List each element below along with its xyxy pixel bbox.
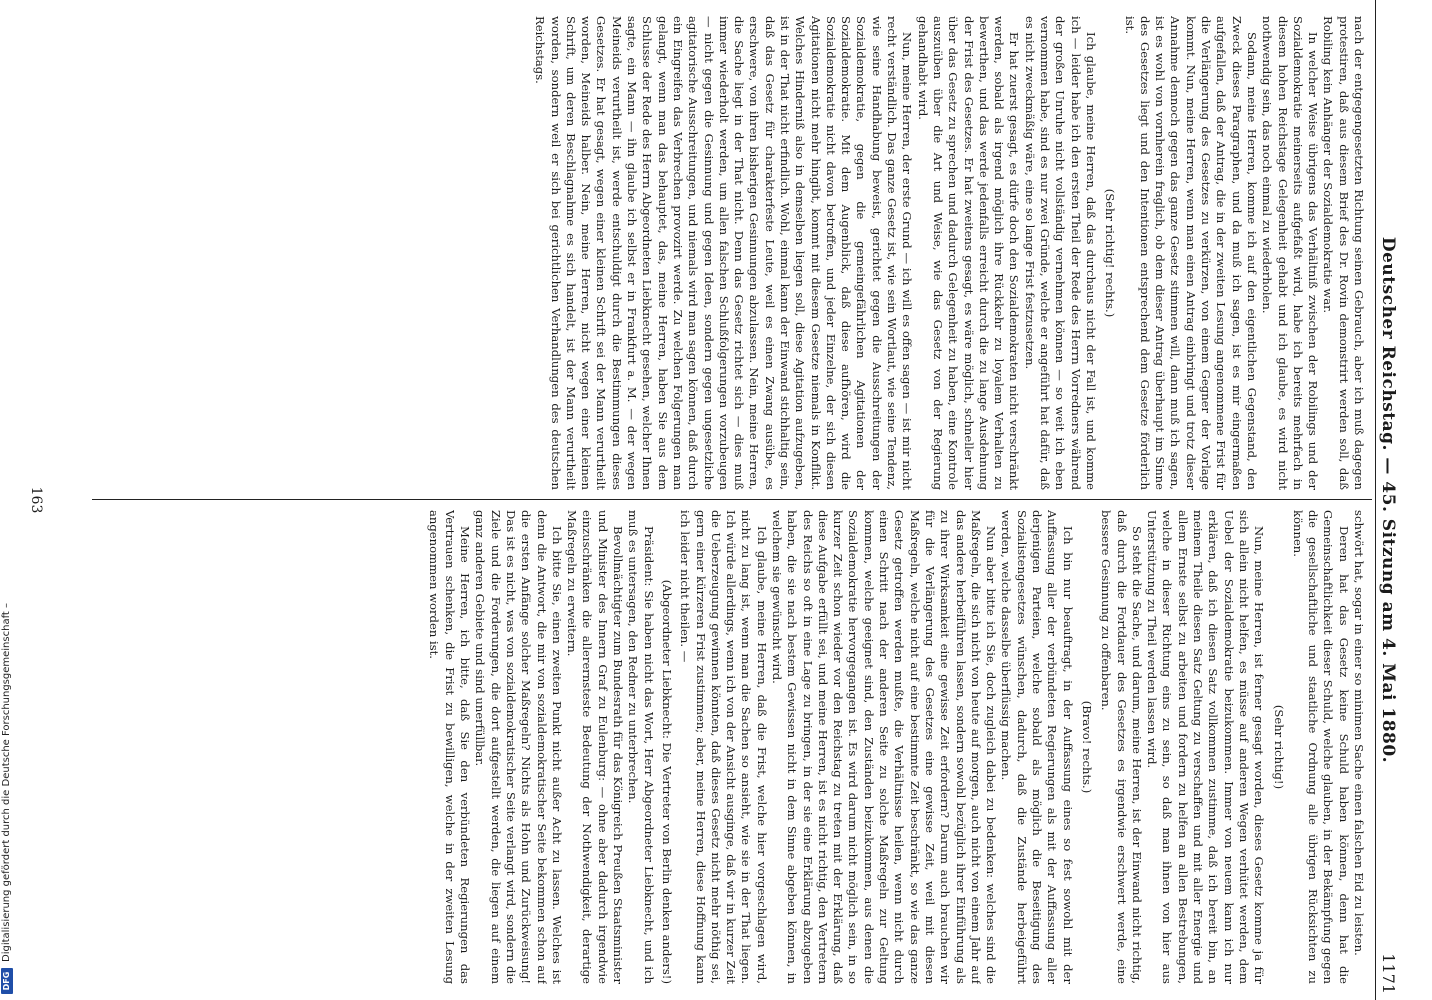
paragraph: schwört hat, sogar in einer so minimen Sache einen falschen Eid zu leisten.	[1352, 510, 1366, 956]
audience-reaction: (Sehr richtig! rechts.)	[1103, 188, 1118, 318]
audience-reaction: (Bravo! rechts.)	[1079, 700, 1094, 794]
paragraph: Meine Herren, ich bitte, daß Sie den verbündeten Regierungen das Vertrauen schenken, die Frist zu bewilligen, welche in der zweiten Lesung angenommen worden ist.	[427, 510, 473, 984]
footer-page-number: 163	[28, 486, 44, 514]
dfg-logo-text: DFG	[2, 971, 11, 991]
speaker-paragraph: Präsident: Sie haben nicht das Wort, Herr Abgeordneter Liebknecht, und ich muß es untersagen, den Redner zu unterbrechen.	[626, 510, 656, 984]
paragraph: Ich bin nur beauftragt, in der Auffassung eines so fest sowohl mit der Auffassung aller der verbündeten Regierungen als mit der Auffassung aller derjenigen Parteien, welche sobald als möglich die Beseitigung des Sozialistengesetzes wünschen, dadurch, daß die Zustände herbeigeführt werden, welche dasselbe überflüssig machen.	[999, 510, 1075, 984]
audience-reaction: (Sehr richtig!)	[1271, 704, 1286, 790]
paragraph: Nun, meine Herren, der erste Grund — ich will es offen sagen — ist mir nicht recht verständlich. Das ganze Gesetz ist, wie sein Wortlaut, wie seine Tendenz, wie seine Handhabung beweist, gerichtet gegen die Ausschreitungen der Sozialdemokratie, gegen die gemeingefährlichen Agitationen der Sozialdemokratie. Mit dem Augenblick, daß diese aufhören, wird die Sozialdemokratie nicht davon betroffen, und jeder Einzelne, der sich diesen Agitationen nicht mehr hingibt, kommt mit diesem Gesetze niemals in Konflikt. Welches Hinderniß also in demselben liegen soll, diese Agitation aufzugeben, ist in der That nicht erfindlich. Wohl, einmal kann der Einwand stichhaltig sein, daß das Gesetz für charakterfeste Leute, weil es einen Zwang ausübe, es erschwere, von ihren bisherigen Gesinnungen abzulassen. Nein, meine Herren, die Sache liegt in der That nicht. Denn das Gesetz richtet sich — dies muß immer wiederholt werden, um allen falschen Schlußfolgerungen vorzubeugen — nicht gegen die Gesinnung und gegen Ideen, sondern gegen ungesetzliche agitatorische Ausschreitungen, und niemals wird man sagen können, daß durch ein Eingreifen das Verbrechen provozirt werde. Zu welchen Folgerungen man gelangt, wenn man das behauptet, das, meine Herren, haben Sie aus dem Schlusse der Rede des Herrn Abgeordneten Liebknecht gesehen, welcher Ihnen sagte, ein Mann — ihn glaube ich selbst er in Frankfurt a. M. — der wegen Meineids verurtheilt ist, werde entschuldigt durch die Bestimmungen dieses Gesetzes. Er hat gesagt, wegen einer kleinen Schrift sei der Mann verurtheilt worden, Meineids halber. Nein, meine Herren, nicht wegen einer kleinen Schrift, um deren Beschlagnahme es sich handelt, ist der Mann verurtheilt worden, sondern weil er sich bei gerichtlichen Verhandlungen des deutschen Reichstags.	[533, 16, 915, 490]
paragraph: Ich bitte Sie, einen zweiten Punkt nicht außer Acht zu lassen. Welches ist denn die Antwort, die mir von sozialdemokratischer Seite bekommen schon auf die ersten Anfänge solcher Maßregeln? Nichts als Hohn und Zurückweisung! Das ist es nicht, was von sozialdemokratischer Seite verlangt wird, sondern die Ziele und die Forderungen, die dort aufgestellt werden, die liegen auf einem ganz anderen Gebiete und sind unerfüllbar.	[473, 510, 564, 984]
paragraph: Nun aber bitte ich Sie, doch zugleich dabei zu bedenken: welches sind die Maßregeln, die sich nicht von heute auf morgen, auch nicht von einem Jahr auf das andere herbeiführen lassen, sondern sowohl bezüglich ihrer Einführung als zu ihrer Wirksamkeit eine gewisse Zeit erfordern? Darum auch brauchen wir für die Verlängerung des Gesetzes eine gewisse Zeit, weil mit diesen Maßregeln, welche nicht auf eine bestimmte Zeit beschränkt, so wie das ganze Gesetz getroffen werden mußte, die Verhältnisse heilen, wenn nicht durch einen Schritt nach der anderen Seite zu solche Maßregeln zur Geltung kommen, welche geeignet sind, den Zuständen beizukommen, aus denen die Sozialdemokratie hervorgegangen ist. Es wird darum nicht möglich sein, in so kurzer Zeit schon wieder vor den Reichstag zu treten mit der Erklärung, daß diese Aufgabe erfüllt sei, und meine Herren, ist es nicht richtig, den Vertretern des Reichs so oft in eine Lage zu bringen, in der sie eine Erklärung abzugeben haben, die sie nach bestem Gewissen nicht in dem Sinne abgeben können, in welchem sie gewünscht wird.	[770, 510, 999, 984]
paragraph: In welcher Weise übrigens das Verhältniß zwischen der Robilings und der Sozialdemokratie meinerseits aufgefaßt wird, habe ich bereits mehrfach in diesem hohen Reichstage Gelegenheit gehabt und ich glaube, es wird nicht nothwendig sein, das noch einmal zu wiederholen.	[1260, 16, 1321, 490]
paragraph: Nun, meine Herren, ist ferner gesagt worden, dieses Gesetz komme ja für sich allein nicht helfen, es müsse auf anderen Wegen verhütet werden, dem Uebel der Sozialdemokratie beizukommen. Immer von neuem kann ich nur erklären, daß ich diesen Satz vollkommen zustimme, daß ich bereit bin, an meinem Theile diesen Satz Geltung zu verschaffen und mit aller Energie und allem Ernste selbst zu arbeiten und fordern zu helfen an allen Bestrebungen, welche in dieser Richtung eins zu sein, so daß man ihnen von hier aus Unterstützung zu Theil werden lassen wird.	[1145, 510, 1267, 984]
speaker-paragraph: Bevollmächtigter zum Bundesrath für das Königreich Preußen Staatsminister und Minister des Innern Graf zu Eulenburg: — ohne aber dadurch irgendwie einzuschränken die allerernsteste Bedeutung der Nothwendigkeit, derartige Maßregeln zu erweitern.	[565, 510, 626, 984]
right-column	[106, 510, 1366, 984]
paragraph: Deren hat das Gesetz keine Schuld haben können, denn hat die Gemeinschaftlichkeit dieser Schuld, welche glauben, in der Bekämpfung gegen die gesellschaftliche und staatliche Ordnung alle übrigen Rücksichten zu können.	[1290, 510, 1351, 984]
page-header	[1375, 0, 1398, 1000]
paragraph: Er hat zuerst gesagt, es dürfe doch den Sozialdemokraten nicht verschränkt werden, sobald als irgend möglich ihre Rückkehr zu loyalem Verhalten zu bewerthen, und das werde jedenfalls erreicht durch die zu lange Ausdehnung der Frist des Gesetzes. Er hat zweitens gesagt, es wäre möglich, schneller hier über das Gesetz zu sprechen und dadurch Gelegenheit zu haben, eine Kontrole auszuüben über die Art und Weise, wie das Gesetz von der Regierung gehandhabt wird.	[915, 16, 1022, 490]
rotated-document-page	[11, 0, 1416, 1000]
paragraph: So steht die Sache, und darum, meine Herren, ist der Einwand nicht richtig, daß durch die Fortdauer des Gesetzes es irgendwie erschwert werde, eine bessere Gesinnung zu offenbaren.	[1099, 510, 1144, 984]
left-column	[106, 16, 1366, 490]
paragraph: Ich glaube, meine Herren, daß die Frist, welche hier vorgeschlagen wird, nicht zu lang ist, wenn man die Sachen so ansieht, wie sie in der That liegen. Ich würde allerdings, wenn ich von der Ansicht ausginge, daß wir in kurzer Zeit die Ueberzeugung gewinnen könnten, daß dieses Gesetz nicht mehr nöthig sei, gern einer kürzeren Frist zustimmen; aber, meine Herren, diese Hoffnung kann ich leider nicht theilen. —	[678, 510, 769, 984]
digitization-credit-strip	[0, 0, 14, 1000]
dfg-logo	[1, 968, 13, 994]
paragraph: Sodann, meine Herren, komme ich auf den eigentlichen Gegenstand, den Zweck dieses Paragraphen, und da muß ich sagen, ist es mir eingermaßen aufgefallen, daß der Antrag, die in der zweiten Lesung angenommene Frist für die Verlängerung des Gesetzes zu verkürzen, von einem Gegner der Vorlage kommt. Nun, meine Herren, wenn man einen Antrag einbringt und trotz dieser Annahme dennoch gegen das ganze Gesetz stimmen will, dann muß ich sagen, ist es wohl von vornherein fraglich, ob dem dieser Antrag überhaupt im Sinne des Gesetzes liegt und den Intentionen entsprechend dem Gesetze förderlich ist.	[1122, 16, 1259, 490]
page-number: 1171	[1379, 953, 1398, 994]
column-divider	[92, 499, 1372, 500]
digitization-credit-text: Digitalisierung gefördert durch die Deutsche Forschungsgemeinschaft –	[1, 602, 12, 962]
running-title: Deutscher Reichstag. — 45. Sitzung am 4. Mai 1880.	[1378, 236, 1398, 764]
interjection: (Abgeordneter Liebknecht: Die Vertreter von Berlin denken anders!)	[659, 579, 674, 984]
paragraph: nach der entgegengesetzten Richtung seinen Gebrauch, aber ich muß dagegen protestiren, daß aus diesem Brief des Dr. Rovin demonstrirt werden soll, daß Robiling kein Anhänger der Sozialdemokratie war.	[1321, 16, 1366, 490]
paragraph: Ich glaube, meine Herren, daß das durchaus nicht der Fall ist, und komme ich — leider habe ich den ersten Theil der Rede des Herrn Vorredners während der großen Unruhe nicht vollständig vernehmen können — so weit ich eben vernommen habe, sind es nur zwei Gründe, welche er angeführt hat dafür, daß es nicht zweckmäßig wäre, eine so lange Frist festzusetzen.	[1022, 16, 1098, 490]
